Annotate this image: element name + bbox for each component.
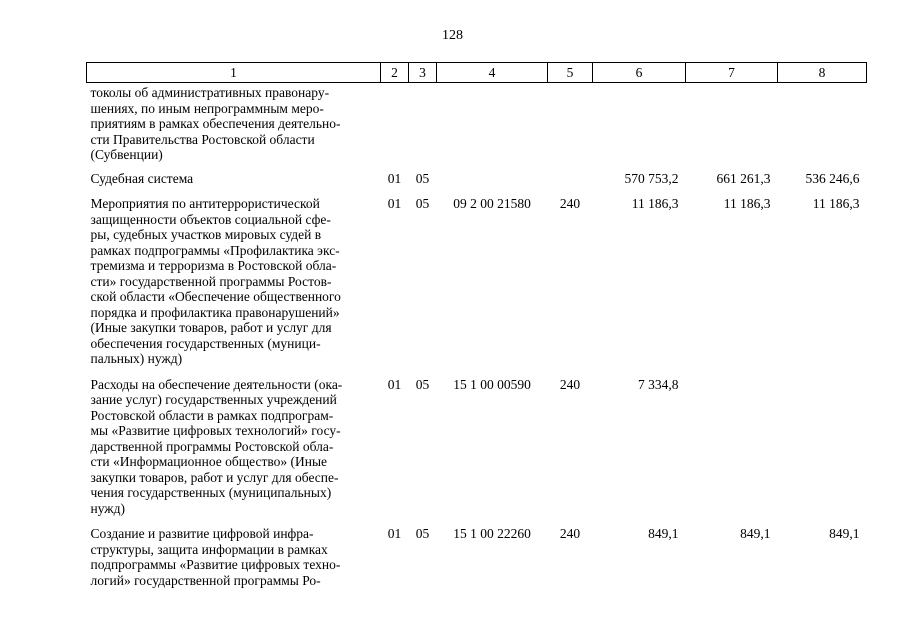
target-article-code: [437, 83, 548, 169]
target-article-code: 15 1 00 00590: [453, 376, 531, 392]
description-line: тремизма и терроризма в Ростовской обла-: [90, 258, 337, 273]
description-line: приятиям в рамках обеспечения деятельно-: [90, 116, 341, 131]
description-line: обеспечения государственных (муници-: [90, 335, 321, 351]
header-cell: 2: [381, 63, 409, 83]
description-line: закупки товаров, работ и услуг для обеспе-: [90, 469, 339, 485]
target-article-code: 09 2 00 21580: [453, 196, 531, 211]
budget-table: [86, 62, 867, 596]
amount-year-2: 11 186,3: [723, 196, 771, 211]
header-cell: 1: [87, 63, 381, 83]
header-row: [87, 63, 867, 83]
amount-year-2: 661 261,3: [716, 170, 771, 186]
header-cell: 6: [593, 63, 686, 83]
table-row: [87, 524, 867, 596]
description-line: сти «Информационное общество» (Иные: [90, 454, 328, 469]
header-cell: 4: [437, 63, 548, 83]
table-row: [87, 169, 867, 195]
header-cell: 3: [409, 63, 437, 83]
description-line: порядка и профилактика правонарушений»: [90, 304, 340, 320]
description-line: нужд): [90, 500, 125, 516]
row-description: [87, 375, 381, 525]
header-cell: 8: [778, 63, 867, 83]
description-line: зание услуг) государственных учреждений: [90, 392, 337, 407]
description-line: шениях, по иным непрограммным меро-: [90, 100, 324, 116]
amount-year-3: 849,1: [829, 526, 860, 541]
amount-year-3: [778, 375, 867, 525]
description-line: чения государственных (муниципальных): [90, 485, 332, 500]
amount-year-1: 570 753,2: [624, 170, 679, 186]
amount-year-1: 7 334,8: [638, 376, 679, 392]
header-cell: 7: [686, 63, 778, 83]
page-number: 128: [442, 28, 463, 43]
expense-type-code: 240: [559, 526, 581, 541]
description-line: Расходы на обеспечение деятельности (ока-: [90, 376, 343, 392]
description-line: ской области «Обеспечение общественного: [90, 289, 341, 304]
expense-type-code: [548, 169, 593, 195]
target-article-code: [437, 169, 548, 195]
amount-year-2: [686, 375, 778, 525]
description-line: мы «Развитие цифровых технологий» госу-: [90, 423, 341, 438]
description-line: Мероприятия по антитеррористической: [90, 196, 320, 211]
subsection-code: 05: [415, 170, 430, 186]
section-code: 01: [387, 196, 402, 211]
expense-type-code: 240: [559, 196, 581, 211]
description-line: токолы об административных правонару-: [90, 85, 330, 100]
description-line: сти Правительства Ростовской области: [90, 131, 315, 147]
section-code: 01: [387, 526, 402, 541]
description-line: подпрограммы «Развитие цифровых техно-: [90, 557, 341, 572]
section-code: [381, 83, 409, 169]
row-description: [87, 524, 381, 596]
table-row: [87, 375, 867, 525]
description-line: (Субвенции): [90, 147, 163, 162]
section-code: 01: [387, 170, 402, 186]
amount-year-1: 849,1: [648, 526, 679, 541]
subsection-code: [409, 83, 437, 169]
description-line: ры, судебных участков мировых судей в: [90, 227, 322, 242]
description-line: защищенности объектов социальной сфе-: [90, 211, 331, 227]
description-line: Судебная система: [90, 170, 194, 186]
header-cell: 5: [548, 63, 593, 83]
description-line: Создание и развитие цифровой инфра-: [90, 526, 314, 541]
amount-year-1: 11 186,3: [631, 196, 679, 211]
description-line: дарственной программы Ростовской обла-: [90, 438, 334, 454]
description-line: (Иные закупки товаров, работ и услуг для: [90, 320, 332, 335]
subsection-code: 05: [415, 376, 430, 392]
table-body: [87, 83, 867, 597]
row-description: [87, 169, 381, 195]
expense-type-code: [548, 83, 593, 169]
amount-year-2: 849,1: [740, 526, 771, 541]
subsection-code: 05: [415, 196, 430, 211]
amount-year-2: [686, 83, 778, 169]
target-article-code: 15 1 00 22260: [453, 526, 531, 541]
description-line: рамках подпрограммы «Профилактика экс-: [90, 242, 340, 258]
amount-year-3: [778, 83, 867, 169]
subsection-code: 05: [415, 526, 430, 541]
amount-year-3: 11 186,3: [812, 196, 860, 211]
description-line: Ростовской области в рамках подпрограм-: [90, 407, 334, 423]
row-description: [87, 83, 381, 169]
description-line: логий» государственной программы Ро-: [90, 572, 321, 588]
description-line: пальных) нужд): [90, 351, 183, 366]
expense-type-code: 240: [559, 376, 581, 392]
table-row: [87, 194, 867, 375]
description-line: сти» государственной программы Ростов-: [90, 273, 332, 289]
row-description: [87, 194, 381, 375]
amount-year-1: [593, 83, 686, 169]
amount-year-3: 536 246,6: [805, 170, 860, 186]
section-code: 01: [387, 376, 402, 392]
description-line: структуры, защита информации в рамках: [90, 541, 328, 557]
table-row: [87, 83, 867, 169]
